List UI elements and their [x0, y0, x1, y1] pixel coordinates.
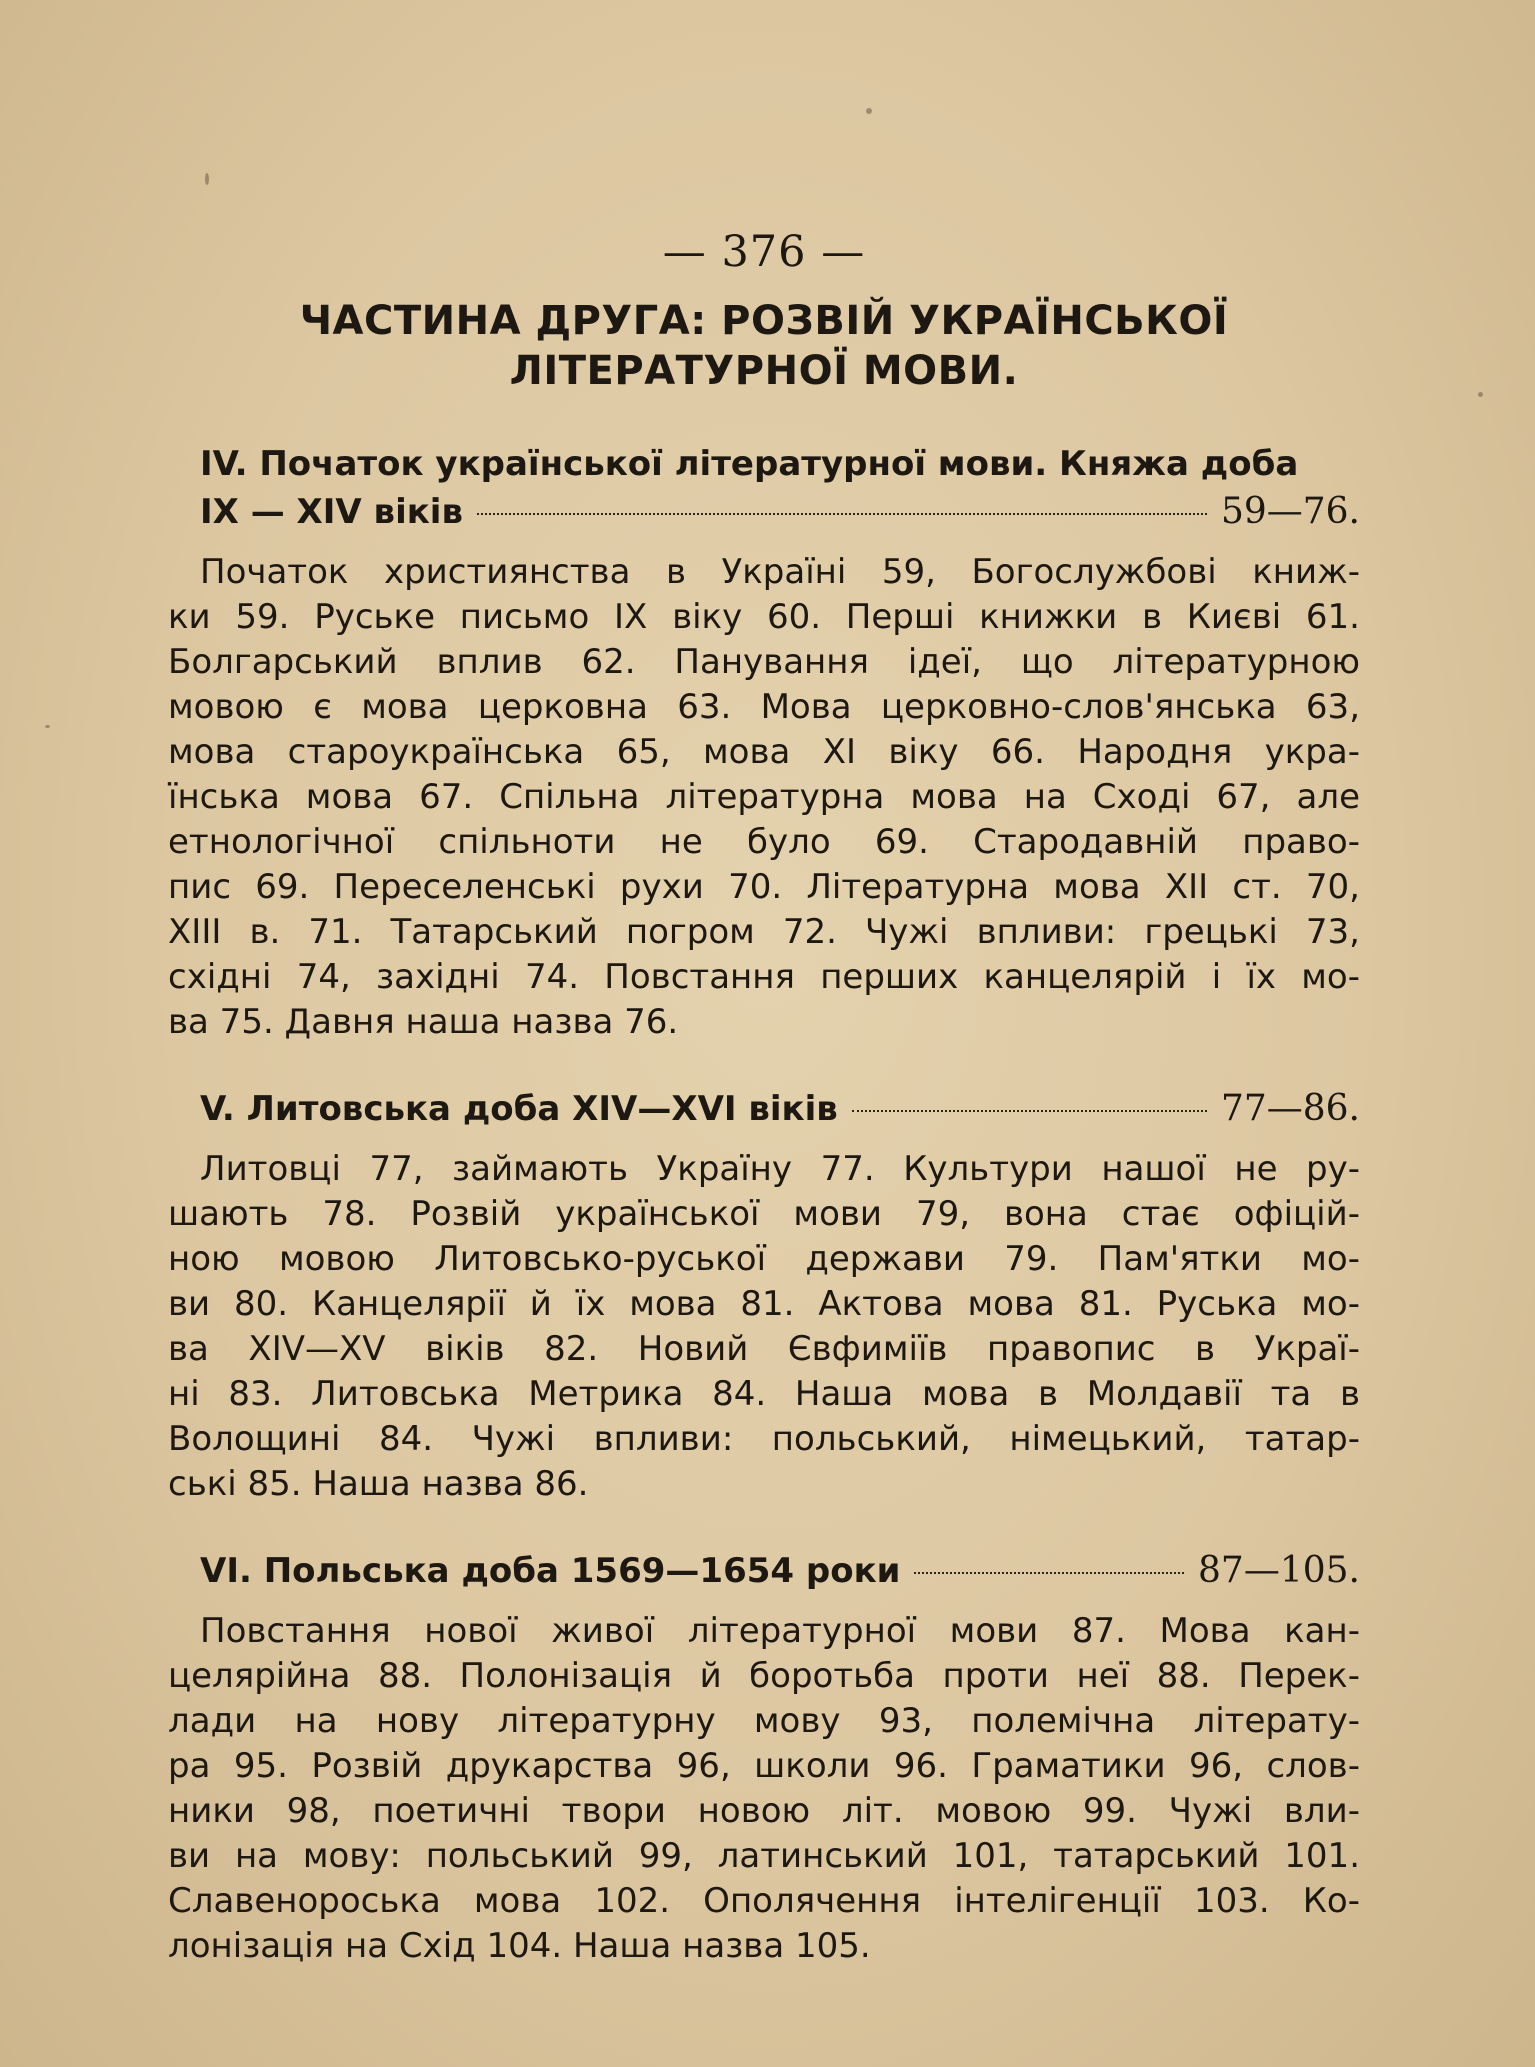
- page-number: — 376 —: [662, 227, 866, 277]
- summary-line: Болгарський вплив 62. Панування ідеї, що літературною: [168, 642, 1360, 682]
- paper-speck: [45, 725, 50, 728]
- summary-line: ви 80. Канцелярії й їх мова 81. Актова мова 81. Руська мо-: [168, 1284, 1360, 1324]
- chapter-title: V. Литовська доба XIV—XVI віків: [200, 1089, 838, 1129]
- summary-line: ною мовою Литовсько-руської держави 79. Пам'ятки мо-: [168, 1239, 1360, 1279]
- summary-line: Литовці 77, займають Україну 77. Культури нашої не ру-: [200, 1149, 1360, 1189]
- chapter-iv: [168, 440, 1360, 1045]
- chapter-title: VI. Польська доба 1569—1654 роки: [200, 1551, 901, 1591]
- chapter-heading: [168, 440, 1360, 536]
- dot-leader: [914, 1572, 1184, 1574]
- summary-line: лади на нову літературну мову 93, полемічна літерату-: [168, 1701, 1360, 1741]
- chapter-pages: 87—105.: [1198, 1550, 1360, 1591]
- chapter-title: IV. Початок української літературної мови. Княжа доба: [200, 444, 1299, 484]
- summary-line: мовою є мова церковна 63. Мова церковно-слов'янська 63,: [168, 687, 1360, 727]
- summary-line: східні 74, західні 74. Повстання перших канцелярій і їх мо-: [168, 957, 1360, 997]
- chapter-title-continuation: IX — XIV віків: [200, 492, 463, 532]
- chapter-summary: [168, 1147, 1360, 1507]
- chapter-title-leader: [200, 488, 1360, 536]
- dot-leader: [477, 513, 1207, 515]
- summary-line: целярійна 88. Полонізація й боротьба проти неї 88. Перек-: [168, 1656, 1360, 1696]
- summary-line: ські 85. Наша назва 86.: [168, 1464, 589, 1504]
- summary-line: Волощині 84. Чужі впливи: польський, німецький, татар-: [168, 1419, 1360, 1459]
- chapter-summary: [168, 550, 1360, 1045]
- chapter-v: [168, 1085, 1360, 1507]
- summary-line: Повстання нової живої літературної мови 87. Мова кан-: [200, 1611, 1360, 1651]
- summary-line: їнська мова 67. Спільна літературна мова на Сході 67, але: [168, 777, 1360, 817]
- summary-line: XIII в. 71. Татарський погром 72. Чужі впливи: грецькі 73,: [168, 912, 1360, 952]
- toc-content: [168, 222, 1360, 1969]
- chapter-title-leader: [200, 1085, 1360, 1133]
- summary-line: ні 83. Литовська Метрика 84. Наша мова в Молдавії та в: [168, 1374, 1360, 1414]
- chapter-vi: [168, 1547, 1360, 1969]
- summary-line: Славенороська мова 102. Ополячення інтелігенції 103. Ко-: [168, 1881, 1360, 1921]
- part-title: ЧАСТИНА ДРУГА: РОЗВІЙ УКРАЇНСЬКОЇ ЛІТЕРАТУРНОЇ МОВИ.: [299, 298, 1229, 394]
- dot-leader: [852, 1110, 1207, 1112]
- chapter-heading: [168, 1547, 1360, 1595]
- chapter-pages: 77—86.: [1220, 1088, 1360, 1129]
- summary-line: шають 78. Розвій української мови 79, вона стає офіцій-: [168, 1194, 1360, 1234]
- chapter-heading: [168, 1085, 1360, 1133]
- summary-line: ви на мову: польський 99, латинський 101, татарський 101.: [168, 1836, 1360, 1876]
- summary-line: лонізація на Схід 104. Наша назва 105.: [168, 1926, 871, 1966]
- summary-line: ва XIV—XV віків 82. Новий Євфиміїв правопис в Украї-: [168, 1329, 1360, 1369]
- paper-speck: [205, 173, 209, 185]
- chapter-pages: 59—76.: [1220, 491, 1360, 532]
- chapter-title-leader: [200, 1547, 1360, 1595]
- summary-line: пис 69. Переселенські рухи 70. Літературна мова XII ст. 70,: [168, 867, 1360, 907]
- paper-speck: [1478, 392, 1483, 397]
- chapter-summary: [168, 1609, 1360, 1969]
- paper-speck: [866, 108, 872, 114]
- summary-line: етнологічної спільноти не було 69. Стародавній право-: [168, 822, 1360, 862]
- summary-line: ники 98, поетичні твори новою літ. мовою 99. Чужі вли-: [168, 1791, 1360, 1831]
- summary-line: ки 59. Руське письмо IX віку 60. Перші книжки в Києві 61.: [168, 597, 1360, 637]
- summary-line: ва 75. Давня наша назва 76.: [168, 1002, 679, 1042]
- summary-line: мова староукраїнська 65, мова XI віку 66. Народня укра-: [168, 732, 1360, 772]
- summary-line: ра 95. Розвій друкарства 96, школи 96. Граматики 96, слов-: [168, 1746, 1360, 1786]
- summary-line: Початок християнства в Україні 59, Богослужбові книж-: [200, 552, 1360, 592]
